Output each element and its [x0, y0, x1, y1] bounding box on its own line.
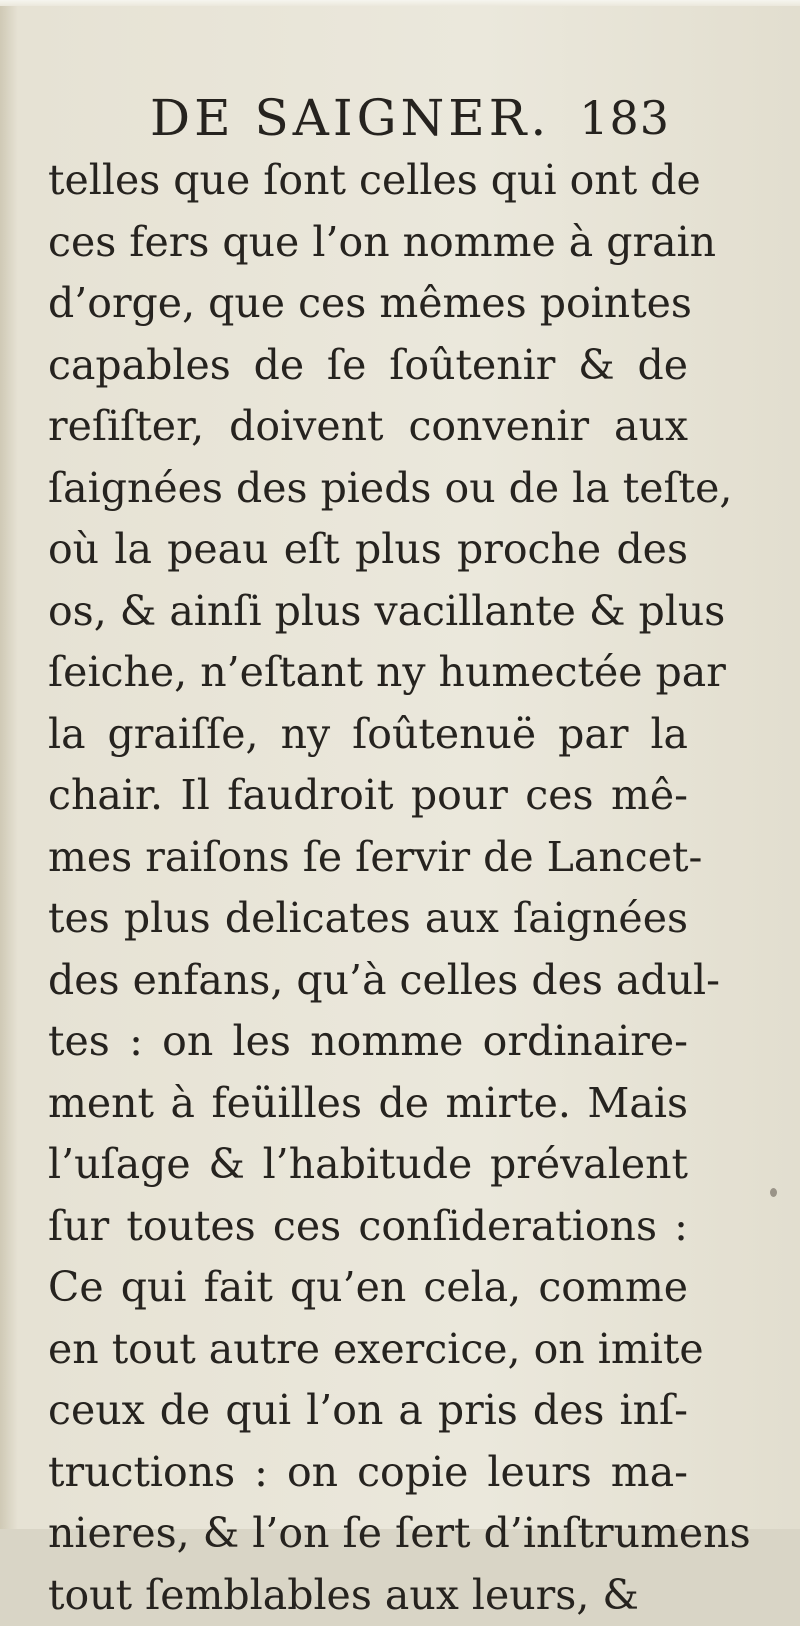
text-line: des enfans, qu’à celles des adul- — [48, 950, 688, 1012]
page-number: 183 — [579, 88, 670, 148]
text-line: os, & ainſi plus vacillante & plus — [48, 581, 688, 643]
paper-speck — [770, 1188, 777, 1197]
text-line: en tout autre exercice, on imite — [48, 1319, 688, 1381]
text-line: telles que ſont celles qui ont de — [48, 150, 688, 212]
text-line: tructions : on copie leurs ma- — [48, 1442, 688, 1504]
text-line: d’orge, que ces mêmes pointes — [48, 273, 688, 335]
running-head: DE SAIGNER. — [150, 88, 550, 148]
text-line: ces fers que l’on nomme à grain — [48, 212, 688, 274]
text-line: ceux de qui l’on a pris des inſ- — [48, 1380, 688, 1442]
text-line: la graiſſe, ny ſoûtenuë par la — [48, 704, 688, 766]
text-line: tes plus delicates aux ſaignées — [48, 888, 688, 950]
text-line: Ce qui fait qu’en cela, comme — [48, 1257, 688, 1319]
page-top-edge — [0, 0, 800, 6]
text-line: où la peau eſt plus proche des — [48, 519, 688, 581]
text-line: ſeiche, n’eſtant ny humectée par — [48, 642, 688, 704]
text-line: chair. Il faudroit pour ces mê- — [48, 765, 688, 827]
text-line: mes raiſons ſe ſervir de Lancet- — [48, 827, 688, 889]
text-line: tout ſemblables aux leurs, & — [48, 1565, 688, 1626]
text-line: ment à feüilles de mirte. Mais — [48, 1073, 688, 1135]
text-line: capables de ſe ſoûtenir & de — [48, 335, 688, 397]
text-line: nieres, & l’on ſe ſert d’inſtrumens — [48, 1503, 688, 1565]
page-header — [150, 88, 670, 148]
text-line: ſaignées des pieds ou de la teſte, — [48, 458, 688, 520]
body-text — [48, 150, 688, 1626]
text-line: tes : on les nomme ordinaire- — [48, 1011, 688, 1073]
text-line: l’uſage & l’habitude prévalent — [48, 1134, 688, 1196]
text-line: ſur toutes ces conſiderations : — [48, 1196, 688, 1258]
text-line: reſiſter, doivent convenir aux — [48, 396, 688, 458]
